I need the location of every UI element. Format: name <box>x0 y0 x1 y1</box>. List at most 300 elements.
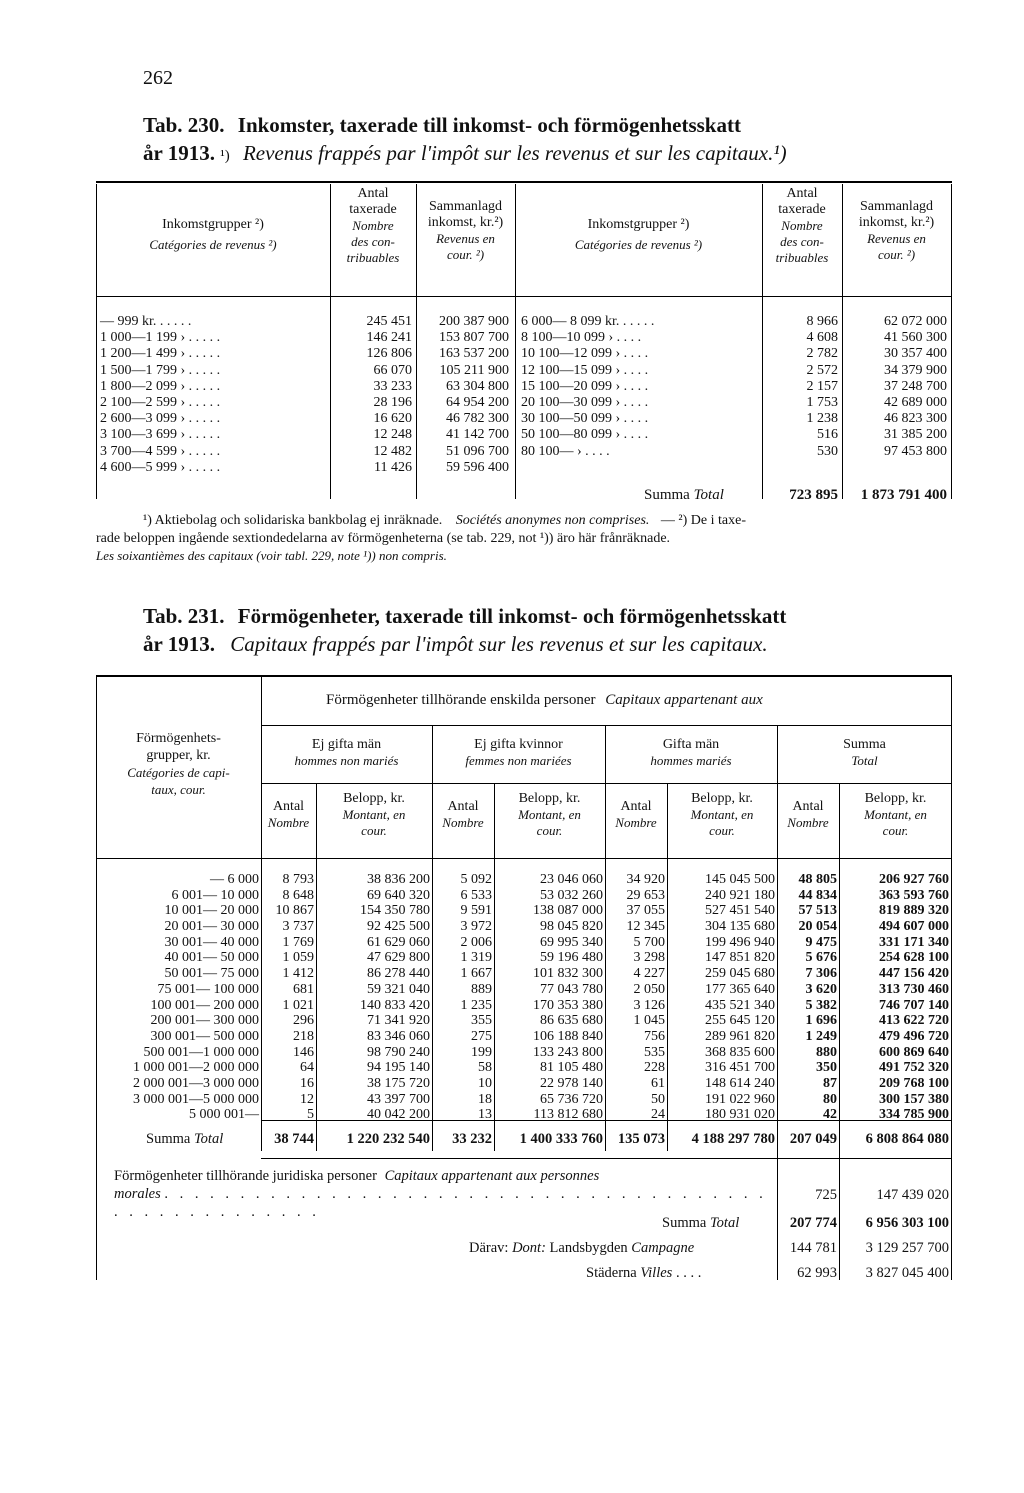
t231-legal-sv: Förmögenheter tillhörande juridiska personer <box>114 1168 377 1184</box>
t230-cell-group: 1 200—1 499 › . . . . . <box>100 346 221 362</box>
t231-cell-a2: 59 196 480 <box>540 950 603 966</box>
t231-cell-ct: 3 620 <box>805 981 837 997</box>
t231-legal-fr2: morales <box>114 1186 161 1202</box>
t230-left-groups <box>100 314 328 476</box>
t230-count-sv1: Antal <box>357 186 389 201</box>
t230-cell-income: 41 142 700 <box>446 427 509 443</box>
t231-cell-a3: 180 931 020 <box>705 1107 775 1123</box>
t231-cell-a1: 140 833 420 <box>360 997 430 1013</box>
table-231-year: år 1913. <box>143 632 215 656</box>
t230-cell-count: 28 196 <box>373 394 412 410</box>
t231-cat-1-sv: Ej gifta kvinnor <box>474 737 563 752</box>
t231-cell-ct: 42 <box>823 1107 837 1123</box>
t231-group-h1: Förmögenhets- <box>136 731 221 746</box>
t231-sub-count-4 <box>777 799 839 831</box>
t230-cell-income: 200 387 900 <box>439 314 509 329</box>
t231-cell-a1: 38 175 720 <box>367 1075 430 1091</box>
t231-sum-a3: 4 188 297 780 <box>691 1131 775 1147</box>
t231-cell-at: 313 730 460 <box>879 981 949 997</box>
table-231-title-sv: Förmögenheter, taxerade till inkomst- och förmögenhetsskatt <box>237 604 787 628</box>
t230-income-sv2-r: inkomst, kr.²) <box>858 215 935 230</box>
t231-cell-c3: 29 653 <box>626 887 665 903</box>
t230-cell-group: 12 100—15 099 › . . . . <box>521 362 649 378</box>
t231-cat-0 <box>261 737 432 769</box>
t230-cell-income: 30 357 400 <box>884 346 947 362</box>
t230-cell-group: — 999 kr. . . . . . <box>100 314 192 329</box>
table-230-label: Tab. 230. <box>143 113 225 137</box>
t231-cell-a2: 23 046 060 <box>540 872 603 887</box>
t231-cell-c3: 3 298 <box>633 950 665 966</box>
t230-cell-group: 2 600—3 099 › . . . . . <box>100 411 221 427</box>
t231-groups <box>96 872 259 1123</box>
table-230 <box>96 181 952 503</box>
t231-cell-c2: 5 092 <box>460 872 492 887</box>
t230-cell-income: 163 537 200 <box>439 346 509 362</box>
t231-cell-a3: 289 961 820 <box>705 1028 775 1044</box>
t230-cell-count: 2 782 <box>806 346 838 362</box>
t230-count-sv2-r: taxerade <box>778 202 826 217</box>
t231-cell-c1: 8 793 <box>282 872 314 887</box>
t231-sub-count-3-sv: Antal <box>620 799 652 814</box>
t231-group-h2: grupper, kr. <box>146 748 211 763</box>
t231-cell-ct: 80 <box>823 1091 837 1107</box>
t230-count-fr2-r: des con- <box>780 234 824 249</box>
t231-sub-count-2-sv: Antal <box>447 799 479 814</box>
t231-cell-a3: 240 921 180 <box>705 887 775 903</box>
t231-cell-a3: 368 835 600 <box>705 1044 775 1060</box>
t231-cell-a2: 53 032 260 <box>540 887 603 903</box>
t231-cell-c1: 12 <box>300 1091 314 1107</box>
t230-cell-count: 12 248 <box>373 427 412 443</box>
t231-sub-amount-3-fr2: cour. <box>709 823 735 838</box>
t231-cell-group: 75 001— 100 000 <box>157 981 259 997</box>
t231-cell-c3: 228 <box>644 1060 665 1076</box>
t230-cell-count: 1 753 <box>806 394 838 410</box>
t230-total-label <box>644 487 724 504</box>
t231-sub-amount-1-fr2: cour. <box>361 823 387 838</box>
t230-cell-count: 66 070 <box>373 362 412 378</box>
t231-cell-a3: 304 135 680 <box>705 919 775 935</box>
t231-cell-a2: 77 043 780 <box>540 981 603 997</box>
t230-cell-group: 50 100—80 099 › . . . . <box>521 427 649 443</box>
t231-cell-a1: 69 640 320 <box>367 887 430 903</box>
t231-sum-label <box>146 1131 223 1148</box>
t231-cell-a1: 86 278 440 <box>367 966 430 982</box>
t231-group-header <box>96 730 261 798</box>
t231-cell-c1: 5 <box>307 1107 314 1123</box>
t231-cat-3 <box>777 737 952 769</box>
t231-sum-c3: 135 073 <box>617 1131 665 1147</box>
t231-cat-3-sv: Summa <box>843 737 886 752</box>
t231-cell-c3: 756 <box>644 1028 665 1044</box>
t231-cell-a1: 92 425 500 <box>367 919 430 935</box>
t231-cell-group: — 6 000 <box>210 872 259 887</box>
t231-cat-0-sv: Ej gifta män <box>311 737 382 752</box>
t231-cities-label: Städerna Villes . . . . <box>586 1265 702 1281</box>
t231-cell-group: 10 001— 20 000 <box>164 903 259 919</box>
t230-cell-group: 20 100—30 099 › . . . . <box>521 394 649 410</box>
t230-cell-income: 46 823 300 <box>884 411 947 427</box>
t231-sub-amount-1-fr1: Montant, en <box>342 807 406 822</box>
table-231 <box>96 675 952 1280</box>
t231-cell-a2: 69 995 340 <box>540 934 603 950</box>
t231-cell-at: 363 593 760 <box>879 887 949 903</box>
t230-total-sv: Summa <box>644 487 690 503</box>
t231-cell-a3: 199 496 940 <box>705 934 775 950</box>
t231-cell-a3: 255 645 120 <box>705 1013 775 1029</box>
t231-cell-a3: 145 045 500 <box>705 872 775 887</box>
table-231-title <box>143 604 786 629</box>
t230-right-groups <box>521 314 761 460</box>
t231-cell-a1: 40 042 200 <box>367 1107 430 1123</box>
t231-cell-a3: 527 451 540 <box>705 903 775 919</box>
t231-cell-group: 100 001— 200 000 <box>150 997 259 1013</box>
t230-count-sv1-r: Antal <box>786 186 818 201</box>
t231-cat-1-fr: femmes non mariées <box>465 753 572 768</box>
t230-left-incomes <box>416 314 509 476</box>
t231-cell-a2: 101 832 300 <box>533 966 603 982</box>
t231-sub-count-3 <box>605 799 667 831</box>
t231-sum-sv: Summa <box>146 1131 191 1147</box>
t231-cell-ct: 9 475 <box>805 934 837 950</box>
t231-cities-sv: Städerna <box>586 1265 637 1281</box>
t231-cities-count: 62 993 <box>797 1265 837 1281</box>
t231-sub-count-2-fr: Nombre <box>442 815 484 830</box>
table-231-title-fr: Capitaux frappés par l'impôt sur les revenus et sur les capitaux. <box>230 632 768 656</box>
t231-cell-group: 300 001— 500 000 <box>150 1028 259 1044</box>
t231-sum-fr: Total <box>193 1131 224 1147</box>
t230-cell-group: 6 000— 8 099 kr. . . . . . <box>521 314 655 329</box>
t231-rural-amount: 3 129 257 700 <box>865 1240 949 1256</box>
t230-count-fr2: des con- <box>351 234 395 249</box>
t231-cell-c2: 10 <box>478 1075 492 1091</box>
t231-cell-a3: 435 521 340 <box>705 997 775 1013</box>
t231-cat-2 <box>605 737 777 769</box>
t231-cell-a2: 86 635 680 <box>540 1013 603 1029</box>
t230-cell-group: 4 600—5 999 › . . . . . <box>100 459 221 475</box>
t231-cell-a1: 83 346 060 <box>367 1028 430 1044</box>
t231-cell-a3: 316 451 700 <box>705 1060 775 1076</box>
t230-footnotes <box>96 512 953 565</box>
t230-income-fr1-r: Revenus en <box>867 231 926 246</box>
t231-ct <box>777 872 837 1123</box>
t231-cell-a1: 43 397 700 <box>367 1091 430 1107</box>
t231-cell-c1: 146 <box>293 1044 314 1060</box>
t231-legal-label: Förmögenheter tillhörande juridiska personer Capitaux appartenant aux personnes morales . . . . . . . . . . . . . . . . . . . . . . . . . . . . . . . . . . . . . . . . . . . . . . . . . . . . . . <box>114 1168 767 1220</box>
t231-cell-a2: 113 812 680 <box>533 1107 603 1123</box>
t231-cell-a2: 98 045 820 <box>540 919 603 935</box>
t230-cell-income: 63 304 800 <box>446 378 509 394</box>
t231-cell-c1: 296 <box>293 1013 314 1029</box>
t231-sub-count-1-fr: Nombre <box>267 815 310 830</box>
t231-cell-c2: 1 667 <box>460 966 492 982</box>
t231-cell-a3: 177 365 640 <box>705 981 775 997</box>
t230-cell-income: 62 072 000 <box>884 314 947 329</box>
t231-sub-amount-4-fr1: Montant, en <box>864 807 927 822</box>
t231-cell-c1: 8 648 <box>282 887 314 903</box>
t231-cell-group: 50 001— 75 000 <box>164 966 259 982</box>
t231-sub-amount-3-sv: Belopp, kr. <box>691 791 753 806</box>
t230-footnote-2a: — ²) De i taxe- <box>660 513 746 528</box>
t231-cell-ct: 350 <box>816 1060 837 1076</box>
t231-cat-2-sv: Gifta män <box>662 737 720 752</box>
table-230-title-line2 <box>143 141 787 169</box>
t230-cell-income: 34 379 900 <box>884 362 947 378</box>
t231-cell-c2: 355 <box>471 1013 492 1029</box>
t231-cell-c3: 4 227 <box>633 966 665 982</box>
t231-c3 <box>605 872 665 1123</box>
t230-income-fr1: Revenus en <box>436 231 495 246</box>
t231-grand-count: 207 774 <box>789 1215 837 1231</box>
t231-cell-group: 3 000 001—5 000 000 <box>133 1091 259 1107</box>
t231-cell-c3: 24 <box>651 1107 665 1123</box>
t231-cell-c1: 1 412 <box>282 966 314 982</box>
t231-of-which-sv: Därav: <box>469 1240 509 1256</box>
t231-cell-at: 300 157 380 <box>879 1091 949 1107</box>
t231-grand-fr: Total <box>709 1215 740 1231</box>
t231-legal-count: 725 <box>815 1187 837 1203</box>
t230-group-fr: Catégories de revenus ²) <box>149 237 277 252</box>
t231-rural-count: 144 781 <box>789 1240 837 1256</box>
t230-count-fr1: Nombre <box>352 218 394 233</box>
t231-cell-c2: 2 006 <box>460 934 492 950</box>
table-231-title-line2 <box>143 632 768 657</box>
page-number: 262 <box>143 67 173 89</box>
t231-cell-at: 491 752 320 <box>879 1060 949 1076</box>
t231-sub-amount-2-fr2: cour. <box>536 823 563 838</box>
t231-cat-2-fr: hommes mariés <box>650 753 732 768</box>
t231-cell-a1: 61 629 060 <box>367 934 430 950</box>
t231-cell-at: 413 622 720 <box>879 1013 949 1029</box>
t230-cell-group: 10 100—12 099 › . . . . <box>521 346 649 362</box>
t231-cell-group: 1 000 001—2 000 000 <box>133 1060 259 1076</box>
t231-cell-c3: 50 <box>651 1091 665 1107</box>
t230-cell-group: 80 100— › . . . . <box>521 443 610 459</box>
t231-cell-a3: 147 851 820 <box>705 950 775 966</box>
t231-cell-a1: 98 790 240 <box>367 1044 430 1060</box>
table-230-title-fr: Revenus frappés par l'impôt sur les revenus et sur les capitaux.¹) <box>242 141 787 165</box>
t231-cell-group: 20 001— 30 000 <box>164 919 259 935</box>
t230-count-header-right <box>762 186 842 266</box>
t231-c2 <box>432 872 492 1123</box>
t231-cell-a3: 148 614 240 <box>705 1075 775 1091</box>
t231-sub-amount-1-sv: Belopp, kr. <box>343 791 405 806</box>
t230-footnote-1-fr: Sociétés anonymes non comprises. <box>455 513 650 528</box>
t230-cell-income: 59 596 400 <box>446 459 509 475</box>
t231-cell-a1: 94 195 140 <box>367 1060 430 1076</box>
t231-legal-amount: 147 439 020 <box>876 1187 949 1203</box>
t230-cell-count: 12 482 <box>373 443 412 459</box>
t231-sub-amount-3-fr1: Montant, en <box>690 807 754 822</box>
t230-cell-group: 1 500—1 799 › . . . . . <box>100 362 221 378</box>
t231-cell-group: 200 001— 300 000 <box>150 1013 259 1029</box>
t231-cell-c1: 1 021 <box>282 997 314 1013</box>
t231-group-h3: Catégories de capi- <box>127 765 230 780</box>
t230-cell-income: 153 807 700 <box>439 330 509 346</box>
t231-cell-c1: 10 867 <box>275 903 314 919</box>
t231-cell-c2: 58 <box>478 1060 492 1076</box>
t231-cell-c2: 18 <box>478 1091 492 1107</box>
t230-cell-group: 8 100—10 099 › . . . . <box>521 330 642 346</box>
t230-cell-group: 30 100—50 099 › . . . . <box>521 411 649 427</box>
t231-group-h4: taux, cour. <box>151 782 206 797</box>
t231-cell-c2: 3 972 <box>460 919 492 935</box>
t231-sub-count-4-sv: Antal <box>792 799 824 814</box>
t231-sub-count-3-fr: Nombre <box>615 815 657 830</box>
t231-cell-c2: 1 319 <box>460 950 492 966</box>
t231-cell-c3: 2 050 <box>633 981 665 997</box>
t231-cell-group: 500 001—1 000 000 <box>143 1044 259 1060</box>
t231-cell-ct: 44 834 <box>798 887 837 903</box>
t230-cell-income: 42 689 000 <box>884 394 947 410</box>
t231-sub-amount-2 <box>494 791 605 839</box>
t231-cell-group: 40 001— 50 000 <box>164 950 259 966</box>
t231-sub-amount-3 <box>667 791 777 839</box>
t231-cell-at: 209 768 100 <box>879 1075 949 1091</box>
t231-sub-amount-4-fr2: cour. <box>882 823 909 838</box>
t230-cell-count: 16 620 <box>373 411 412 427</box>
t231-grand-sv: Summa <box>662 1215 707 1231</box>
t230-cell-count: 11 426 <box>374 459 412 475</box>
t231-cell-ct: 1 696 <box>805 1013 837 1029</box>
t230-income-fr2-r: cour. ²) <box>877 247 916 262</box>
t231-rural-label <box>469 1240 694 1257</box>
t231-cell-a2: 106 188 840 <box>533 1028 603 1044</box>
t231-cell-c2: 6 533 <box>460 887 492 903</box>
t231-a1 <box>316 872 430 1123</box>
t231-cell-c2: 13 <box>478 1107 492 1123</box>
t230-income-header-left <box>416 199 515 263</box>
t231-sub-count-4-fr: Nombre <box>787 815 829 830</box>
t230-cell-income: 37 248 700 <box>884 378 947 394</box>
t230-cell-count: 516 <box>817 427 838 443</box>
t230-cell-count: 126 806 <box>366 346 412 362</box>
t230-footnote-1: ¹) Aktiebolag och solidariska bankbolag ej inräknade. <box>143 513 443 528</box>
t231-grand-label <box>662 1215 739 1232</box>
t231-cell-ct: 48 805 <box>798 872 837 887</box>
t231-cell-c1: 218 <box>293 1028 314 1044</box>
t231-cell-at: 206 927 760 <box>879 872 949 887</box>
t230-income-fr2: cour. ²) <box>446 247 485 262</box>
t231-cell-c2: 889 <box>471 981 492 997</box>
t230-cell-income: 64 954 200 <box>446 394 509 410</box>
t230-cell-count: 2 157 <box>806 378 838 394</box>
t231-cell-c1: 64 <box>300 1060 314 1076</box>
t231-cell-a1: 71 341 920 <box>367 1013 430 1029</box>
t231-cell-c3: 61 <box>651 1075 665 1091</box>
t231-cell-c2: 1 235 <box>460 997 492 1013</box>
t231-sum-c1: 38 744 <box>274 1131 314 1147</box>
t231-cell-a2: 22 978 140 <box>540 1075 603 1091</box>
table-231-label: Tab. 231. <box>143 604 225 628</box>
t231-cell-c1: 3 737 <box>282 919 314 935</box>
t231-cell-c3: 1 045 <box>633 1013 665 1029</box>
t231-cell-c2: 199 <box>471 1044 492 1060</box>
t230-income-sv2: inkomst, kr.²) <box>427 215 504 230</box>
t231-sub-amount-4 <box>839 791 952 839</box>
t231-cell-c3: 37 055 <box>626 903 665 919</box>
t231-cell-a1: 38 836 200 <box>367 872 430 887</box>
t231-cell-a2: 170 353 380 <box>533 997 603 1013</box>
t231-cell-at: 494 607 000 <box>879 919 949 935</box>
t231-cell-c3: 5 700 <box>633 934 665 950</box>
t231-cell-c1: 681 <box>293 981 314 997</box>
t231-cell-c3: 3 126 <box>633 997 665 1013</box>
t230-total-fr: Total <box>693 487 724 503</box>
t230-cell-income: 105 211 900 <box>439 362 509 378</box>
t231-cell-ct: 57 513 <box>798 903 837 919</box>
t231-cell-group: 30 001— 40 000 <box>164 934 259 950</box>
t230-cell-group: 2 100—2 599 › . . . . . <box>100 394 221 410</box>
t230-cell-income: 97 453 800 <box>884 443 947 459</box>
t231-cell-at: 331 171 340 <box>879 934 949 950</box>
t231-cell-c1: 1 059 <box>282 950 314 966</box>
t231-cell-group: 6 001— 10 000 <box>171 887 259 903</box>
t230-footnote-2b: rade beloppen ingående sextiondedelarna av förmögenheterna (se tab. 229, not ¹)) äro här frånräknade. <box>96 530 671 546</box>
t231-cell-c1: 16 <box>300 1075 314 1091</box>
t230-footnote-2c: Les soixantièmes des capitaux (voir tabl. 229, note ¹)) non compris. <box>96 548 447 563</box>
t231-cell-at: 254 628 100 <box>879 950 949 966</box>
t230-right-incomes <box>842 314 947 460</box>
t231-cell-a1: 154 350 780 <box>360 903 430 919</box>
t231-header-top <box>326 692 763 709</box>
t231-sub-count-2 <box>432 799 494 831</box>
t230-income-header-right <box>842 199 951 263</box>
t230-cell-group: 1 800—2 099 › . . . . . <box>100 378 221 394</box>
t230-right-counts <box>762 314 838 460</box>
t230-group-sv: Inkomstgrupper ²) <box>162 217 264 232</box>
t231-cell-ct: 87 <box>823 1075 837 1091</box>
t231-sub-amount-2-fr1: Montant, en <box>518 807 581 822</box>
t231-rural-fr: Campagne <box>631 1240 695 1256</box>
t231-cat-3-fr: Total <box>851 753 878 768</box>
t230-cell-income: 51 096 700 <box>446 443 509 459</box>
t231-cell-at: 334 785 900 <box>879 1107 949 1123</box>
t231-at <box>839 872 949 1123</box>
t231-a2 <box>494 872 603 1123</box>
t231-cell-ct: 880 <box>816 1044 837 1060</box>
table-230-title-sv: Inkomster, taxerade till inkomst- och förmögenhetsskatt <box>237 113 741 137</box>
t230-group-fr-r: Catégories de revenus ²) <box>574 237 703 252</box>
t231-of-which-fr: Dont: <box>512 1240 546 1256</box>
t231-cell-a1: 47 629 800 <box>367 950 430 966</box>
t230-count-fr3: tribuables <box>346 250 400 265</box>
t231-cell-a3: 259 045 680 <box>705 966 775 982</box>
t231-sub-amount-1 <box>316 791 432 839</box>
t231-sum-ct: 207 049 <box>789 1131 837 1147</box>
t230-cell-group: 1 000—1 199 › . . . . . <box>100 330 221 346</box>
t231-cell-ct: 7 306 <box>805 966 837 982</box>
t230-left-counts <box>330 314 412 476</box>
t231-sum-a1: 1 220 232 540 <box>346 1131 430 1147</box>
t230-group-sv-r: Inkomstgrupper ²) <box>587 217 690 232</box>
t231-sum-a2: 1 400 333 760 <box>519 1131 603 1147</box>
t231-cell-group: 2 000 001—3 000 000 <box>133 1075 259 1091</box>
t230-cell-count: 4 608 <box>806 330 838 346</box>
t230-count-fr3-r: tribuables <box>775 250 829 265</box>
t230-cell-count: 1 238 <box>806 411 838 427</box>
t231-header-top-fr: Capitaux appartenant aux <box>605 692 763 708</box>
t231-cell-c2: 275 <box>471 1028 492 1044</box>
t231-cell-a2: 133 243 800 <box>533 1044 603 1060</box>
t231-cell-a2: 65 736 720 <box>540 1091 603 1107</box>
t231-cell-ct: 1 249 <box>805 1028 837 1044</box>
t230-cell-count: 33 233 <box>373 378 412 394</box>
t231-cell-at: 819 889 320 <box>879 903 949 919</box>
t230-cell-income: 41 560 300 <box>884 330 947 346</box>
table-230-title <box>143 113 741 138</box>
t231-cat-0-fr: hommes non mariés <box>294 753 399 768</box>
